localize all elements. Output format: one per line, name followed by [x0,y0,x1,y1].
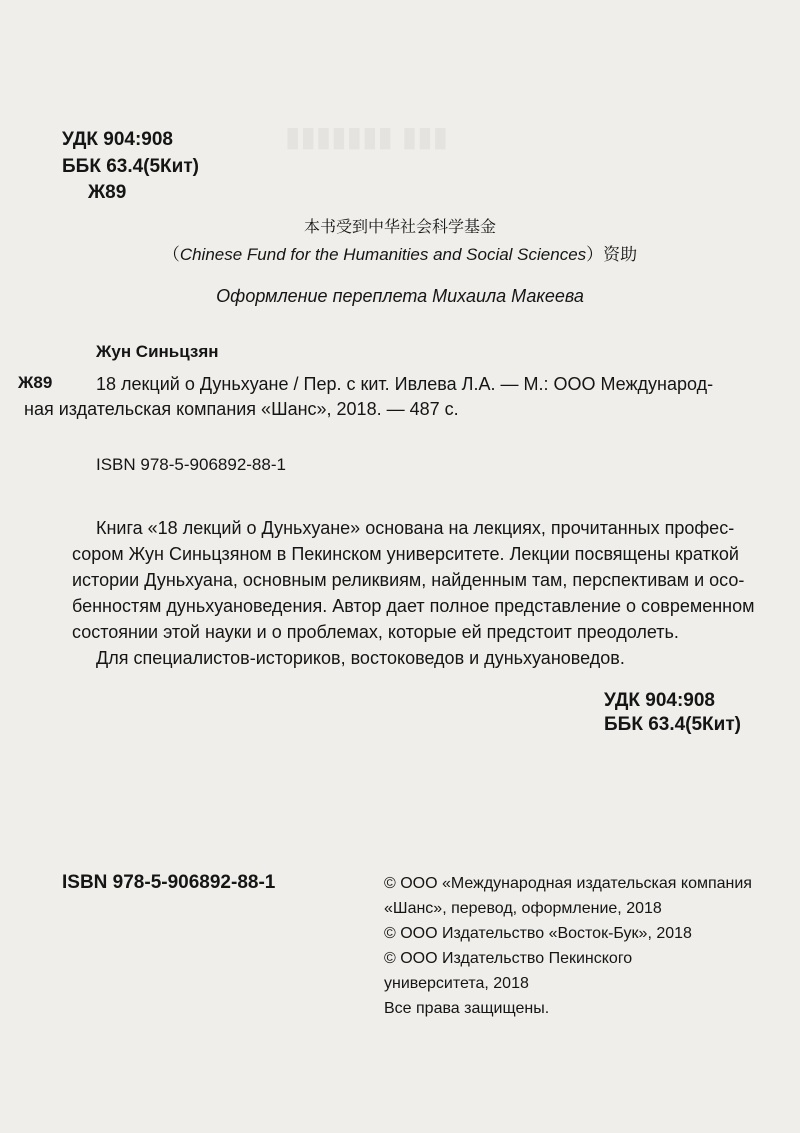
copyright-line: университета, 2018 [384,975,529,992]
show-through-text: ▮▮▮ ▮▮▮▮▮▮▮ [285,120,448,153]
annotation-line: Книга «18 лекций о Дуньхуане» основана на лекциях, прочитанных профес- [96,518,735,538]
annotation-audience: Для специалистов-историков, востоковедов и дуньхуановедов. [96,648,625,668]
copyright-line: © ООО Издательство «Восток-Бук», 2018 [384,925,692,942]
isbn-record: ISBN 978-5-906892-88-1 [96,455,286,474]
footer-udk-code: УДК 904:908 [604,690,715,711]
bbk-code: ББК 63.4(5Кит) [62,156,199,177]
copyright-line: © ООО «Международная издательская компания [384,875,752,892]
annotation-line: истории Дуньхуана, основным реликвиям, найденным там, перспективам и осо- [72,570,745,590]
funding-english [0,240,800,265]
bibliographic-line: ная издательская компания «Шанс», 2018. — 487 с. [24,399,459,419]
copyright-line: © ООО Издательство Пекинского [384,950,633,967]
copyright-block [384,871,764,1021]
cover-design-credit: Оформление переплета Михаила Макеева [216,286,584,306]
funding-chinese: 本书受到中华社会科学基金 [303,217,496,236]
footer-bbk-code: ББК 63.4(5Кит) [604,714,741,735]
funding-open-paren: （ [162,245,180,265]
funding-fund-name: Chinese Fund for the Humanities and Social Sciences [179,245,587,264]
annotation [72,515,764,671]
bibliographic-author: Жун Синьцзян [96,342,219,361]
annotation-line: бенностям дуньхуановедения. Автор дает полное представление о современном [72,596,755,616]
annotation-line: состоянии этой науки и о проблемах, которые ей предстоит преодолеть. [72,622,679,642]
isbn-bottom: ISBN 978-5-906892-88-1 [62,872,276,893]
copyright-line: «Шанс», перевод, оформление, 2018 [384,900,662,917]
annotation-line: сором Жун Синьцзяном в Пекинском университете. Лекции посвящены краткой [72,544,739,564]
author-mark: Ж89 [88,182,127,203]
funding-close: ）资助 [586,245,638,265]
bibliographic-line: 18 лекций о Дуньхуане / Пер. с кит. Ивлева Л.А. — М.: ООО Международ- [96,374,714,394]
udk-code: УДК 904:908 [62,129,173,150]
rights-reserved: Все права защищены. [384,1000,550,1017]
bibliographic-author-mark: Ж89 [18,373,53,392]
